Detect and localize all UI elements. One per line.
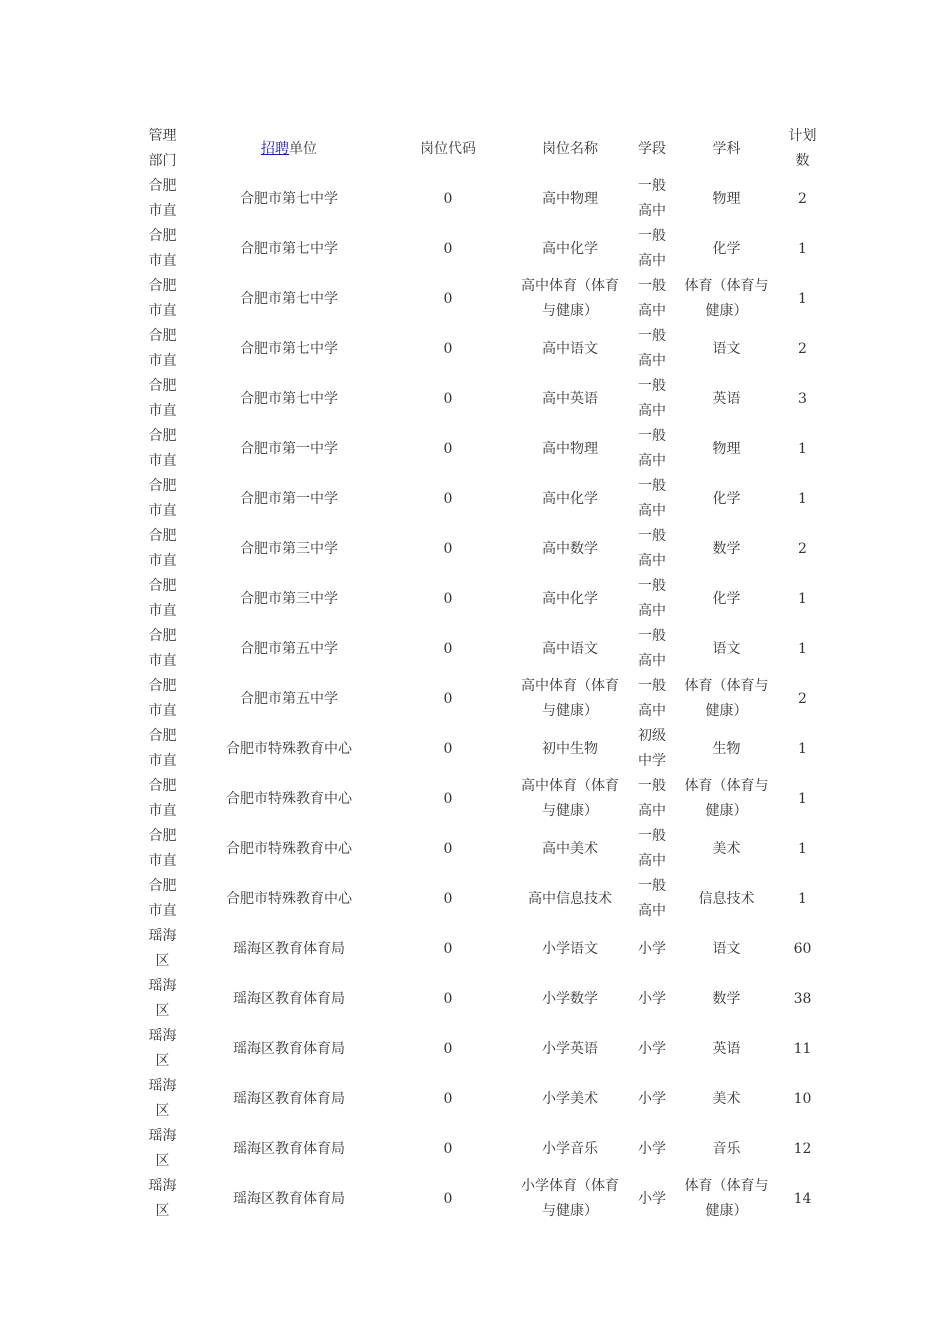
cell-plan: 1 xyxy=(798,640,807,657)
cell-unit: 瑶海区教育体育局 xyxy=(233,1140,345,1157)
cell-stage: 一般高中 xyxy=(638,428,666,469)
cell-stage: 一般高中 xyxy=(638,578,666,619)
cell-plan: 1 xyxy=(798,490,807,507)
table-row xyxy=(140,324,819,374)
table-row xyxy=(140,674,819,724)
cell-unit: 合肥市特殊教育中心 xyxy=(226,840,352,857)
table-row xyxy=(140,924,819,974)
cell-dept: 合肥市直 xyxy=(148,478,177,519)
cell-stage: 一般高中 xyxy=(638,478,666,519)
cell-subject: 英语 xyxy=(712,1040,741,1057)
cell-plan: 1 xyxy=(798,740,807,757)
cell-post: 高中体育（体育与健康） xyxy=(521,278,619,319)
cell-code: 0 xyxy=(443,840,453,857)
cell-code: 0 xyxy=(443,990,453,1007)
cell-subject: 物理 xyxy=(712,440,741,457)
cell-plan: 11 xyxy=(793,1040,812,1057)
cell-unit: 合肥市第七中学 xyxy=(240,240,338,257)
header-dept: 管理部门 xyxy=(148,128,177,169)
cell-post: 初中生物 xyxy=(542,740,598,757)
cell-unit: 瑶海区教育体育局 xyxy=(233,1090,345,1107)
cell-stage: 一般高中 xyxy=(638,778,666,819)
cell-code: 0 xyxy=(443,340,453,357)
cell-dept: 合肥市直 xyxy=(148,628,177,669)
cell-code: 0 xyxy=(443,1040,453,1057)
cell-stage: 一般高中 xyxy=(638,678,666,719)
cell-unit: 合肥市第五中学 xyxy=(240,690,338,707)
cell-post: 高中物理 xyxy=(542,190,598,207)
cell-stage: 一般高中 xyxy=(638,178,666,219)
cell-plan: 2 xyxy=(798,690,807,707)
table-row xyxy=(140,424,819,474)
cell-dept: 合肥市直 xyxy=(148,328,177,369)
cell-stage: 一般高中 xyxy=(638,278,666,319)
table-row xyxy=(140,774,819,824)
cell-code: 0 xyxy=(443,1140,453,1157)
cell-subject: 美术 xyxy=(712,840,741,857)
cell-plan: 60 xyxy=(793,940,812,957)
table-row xyxy=(140,1024,819,1074)
table-row xyxy=(140,374,819,424)
cell-plan: 1 xyxy=(798,290,807,307)
header-subject: 学科 xyxy=(712,140,741,157)
table-row xyxy=(140,724,819,774)
cell-post: 高中数学 xyxy=(542,540,598,557)
cell-post: 小学语文 xyxy=(542,940,598,957)
cell-code: 0 xyxy=(443,1090,453,1107)
cell-subject: 美术 xyxy=(712,1090,741,1107)
cell-subject: 语文 xyxy=(712,340,741,357)
cell-post: 小学数学 xyxy=(542,990,598,1007)
cell-post: 高中美术 xyxy=(542,840,598,857)
table-row xyxy=(140,224,819,274)
cell-plan: 3 xyxy=(798,390,807,407)
cell-code: 0 xyxy=(443,1190,453,1207)
cell-stage: 小学 xyxy=(638,1140,666,1157)
cell-dept: 瑶海区 xyxy=(148,1128,177,1169)
cell-stage: 一般高中 xyxy=(638,328,666,369)
table-row xyxy=(140,874,819,924)
cell-dept: 合肥市直 xyxy=(148,728,177,769)
cell-subject: 体育（体育与健康） xyxy=(684,778,769,819)
cell-unit: 合肥市第五中学 xyxy=(240,640,338,657)
cell-plan: 2 xyxy=(798,190,807,207)
table-row xyxy=(140,1174,819,1224)
cell-subject: 化学 xyxy=(712,240,741,257)
recruitment-table xyxy=(140,124,819,1224)
cell-dept: 合肥市直 xyxy=(148,428,177,469)
cell-code: 0 xyxy=(443,790,453,807)
cell-stage: 小学 xyxy=(638,1190,666,1207)
cell-subject: 生物 xyxy=(712,740,741,757)
cell-stage: 小学 xyxy=(638,1040,666,1057)
cell-dept: 瑶海区 xyxy=(148,1028,177,1069)
cell-subject: 数学 xyxy=(712,990,741,1007)
cell-unit: 合肥市特殊教育中心 xyxy=(226,890,352,907)
cell-unit: 瑶海区教育体育局 xyxy=(233,940,345,957)
cell-code: 0 xyxy=(443,190,453,207)
cell-unit: 合肥市特殊教育中心 xyxy=(226,740,352,757)
cell-code: 0 xyxy=(443,690,453,707)
cell-unit: 合肥市第七中学 xyxy=(240,190,338,207)
cell-plan: 1 xyxy=(798,840,807,857)
cell-dept: 瑶海区 xyxy=(148,1078,177,1119)
cell-post: 高中体育（体育与健康） xyxy=(521,678,619,719)
cell-plan: 1 xyxy=(798,790,807,807)
cell-unit: 瑶海区教育体育局 xyxy=(233,990,345,1007)
cell-dept: 合肥市直 xyxy=(148,178,177,219)
cell-post: 高中化学 xyxy=(542,240,598,257)
cell-stage: 一般高中 xyxy=(638,378,666,419)
table-row xyxy=(140,1124,819,1174)
cell-post: 高中英语 xyxy=(542,390,598,407)
header-plan: 计划数 xyxy=(788,128,817,169)
cell-dept: 合肥市直 xyxy=(148,828,177,869)
table-row xyxy=(140,624,819,674)
cell-code: 0 xyxy=(443,740,453,757)
cell-dept: 合肥市直 xyxy=(148,528,177,569)
cell-plan: 1 xyxy=(798,240,807,257)
cell-post: 高中体育（体育与健康） xyxy=(521,778,619,819)
cell-stage: 一般高中 xyxy=(638,228,666,269)
cell-unit: 合肥市第一中学 xyxy=(240,490,338,507)
cell-plan: 12 xyxy=(793,1140,812,1157)
cell-dept: 瑶海区 xyxy=(148,1178,177,1219)
table-row xyxy=(140,974,819,1024)
cell-stage: 一般高中 xyxy=(638,628,666,669)
cell-subject: 化学 xyxy=(712,490,741,507)
cell-dept: 合肥市直 xyxy=(148,778,177,819)
cell-unit: 合肥市第七中学 xyxy=(240,340,338,357)
cell-subject: 物理 xyxy=(712,190,741,207)
header-unit: 招聘单位 xyxy=(261,140,317,157)
cell-subject: 数学 xyxy=(712,540,741,557)
cell-code: 0 xyxy=(443,490,453,507)
cell-code: 0 xyxy=(443,890,453,907)
cell-subject: 音乐 xyxy=(712,1140,741,1157)
cell-unit: 合肥市第三中学 xyxy=(240,540,338,557)
table-row xyxy=(140,174,819,224)
cell-dept: 瑶海区 xyxy=(148,928,177,969)
cell-code: 0 xyxy=(443,940,453,957)
cell-unit: 合肥市特殊教育中心 xyxy=(226,790,352,807)
cell-subject: 英语 xyxy=(712,390,741,407)
cell-subject: 化学 xyxy=(712,590,741,607)
cell-post: 小学美术 xyxy=(542,1090,598,1107)
cell-unit: 合肥市第七中学 xyxy=(240,290,338,307)
cell-dept: 合肥市直 xyxy=(148,878,177,919)
cell-code: 0 xyxy=(443,640,453,657)
cell-subject: 体育（体育与健康） xyxy=(684,1178,769,1219)
cell-post: 高中语文 xyxy=(542,640,598,657)
cell-code: 0 xyxy=(443,240,453,257)
table-header-row xyxy=(140,124,819,174)
cell-post: 高中信息技术 xyxy=(528,890,612,907)
cell-stage: 一般高中 xyxy=(638,828,666,869)
cell-stage: 小学 xyxy=(638,1090,666,1107)
table-row xyxy=(140,824,819,874)
cell-plan: 10 xyxy=(793,1090,812,1107)
table-row xyxy=(140,574,819,624)
cell-stage: 小学 xyxy=(638,940,666,957)
cell-code: 0 xyxy=(443,440,453,457)
cell-plan: 38 xyxy=(793,990,812,1007)
cell-dept: 瑶海区 xyxy=(148,978,177,1019)
cell-stage: 初级中学 xyxy=(638,728,666,769)
cell-unit: 瑶海区教育体育局 xyxy=(233,1040,345,1057)
cell-plan: 14 xyxy=(793,1190,812,1207)
cell-plan: 1 xyxy=(798,890,807,907)
cell-post: 小学英语 xyxy=(542,1040,598,1057)
table-row xyxy=(140,1074,819,1124)
cell-unit: 合肥市第一中学 xyxy=(240,440,338,457)
cell-subject: 信息技术 xyxy=(698,890,755,907)
cell-plan: 1 xyxy=(798,440,807,457)
cell-code: 0 xyxy=(443,290,453,307)
cell-post: 高中化学 xyxy=(542,490,598,507)
cell-stage: 小学 xyxy=(638,990,666,1007)
cell-dept: 合肥市直 xyxy=(148,678,177,719)
cell-post: 小学音乐 xyxy=(542,1140,598,1157)
cell-post: 高中化学 xyxy=(542,590,598,607)
cell-code: 0 xyxy=(443,390,453,407)
cell-plan: 1 xyxy=(798,590,807,607)
header-stage: 学段 xyxy=(638,140,666,157)
cell-dept: 合肥市直 xyxy=(148,578,177,619)
cell-post: 小学体育（体育与健康） xyxy=(521,1178,619,1219)
header-post: 岗位名称 xyxy=(542,140,598,157)
cell-code: 0 xyxy=(443,540,453,557)
header-code: 岗位代码 xyxy=(420,140,476,157)
cell-subject: 语文 xyxy=(712,640,741,657)
cell-post: 高中物理 xyxy=(542,440,598,457)
cell-plan: 2 xyxy=(798,340,807,357)
cell-code: 0 xyxy=(443,590,453,607)
cell-post: 高中语文 xyxy=(542,340,598,357)
cell-dept: 合肥市直 xyxy=(148,278,177,319)
cell-unit: 合肥市第三中学 xyxy=(240,590,338,607)
table-row xyxy=(140,524,819,574)
table-row xyxy=(140,274,819,324)
cell-subject: 体育（体育与健康） xyxy=(684,278,769,319)
cell-dept: 合肥市直 xyxy=(148,378,177,419)
cell-subject: 语文 xyxy=(712,940,741,957)
cell-unit: 合肥市第七中学 xyxy=(240,390,338,407)
cell-subject: 体育（体育与健康） xyxy=(684,678,769,719)
table-row xyxy=(140,474,819,524)
cell-plan: 2 xyxy=(798,540,807,557)
cell-dept: 合肥市直 xyxy=(148,228,177,269)
cell-stage: 一般高中 xyxy=(638,878,666,919)
recruitment-link[interactable]: 招聘 xyxy=(261,140,289,157)
cell-unit: 瑶海区教育体育局 xyxy=(233,1190,345,1207)
cell-stage: 一般高中 xyxy=(638,528,666,569)
